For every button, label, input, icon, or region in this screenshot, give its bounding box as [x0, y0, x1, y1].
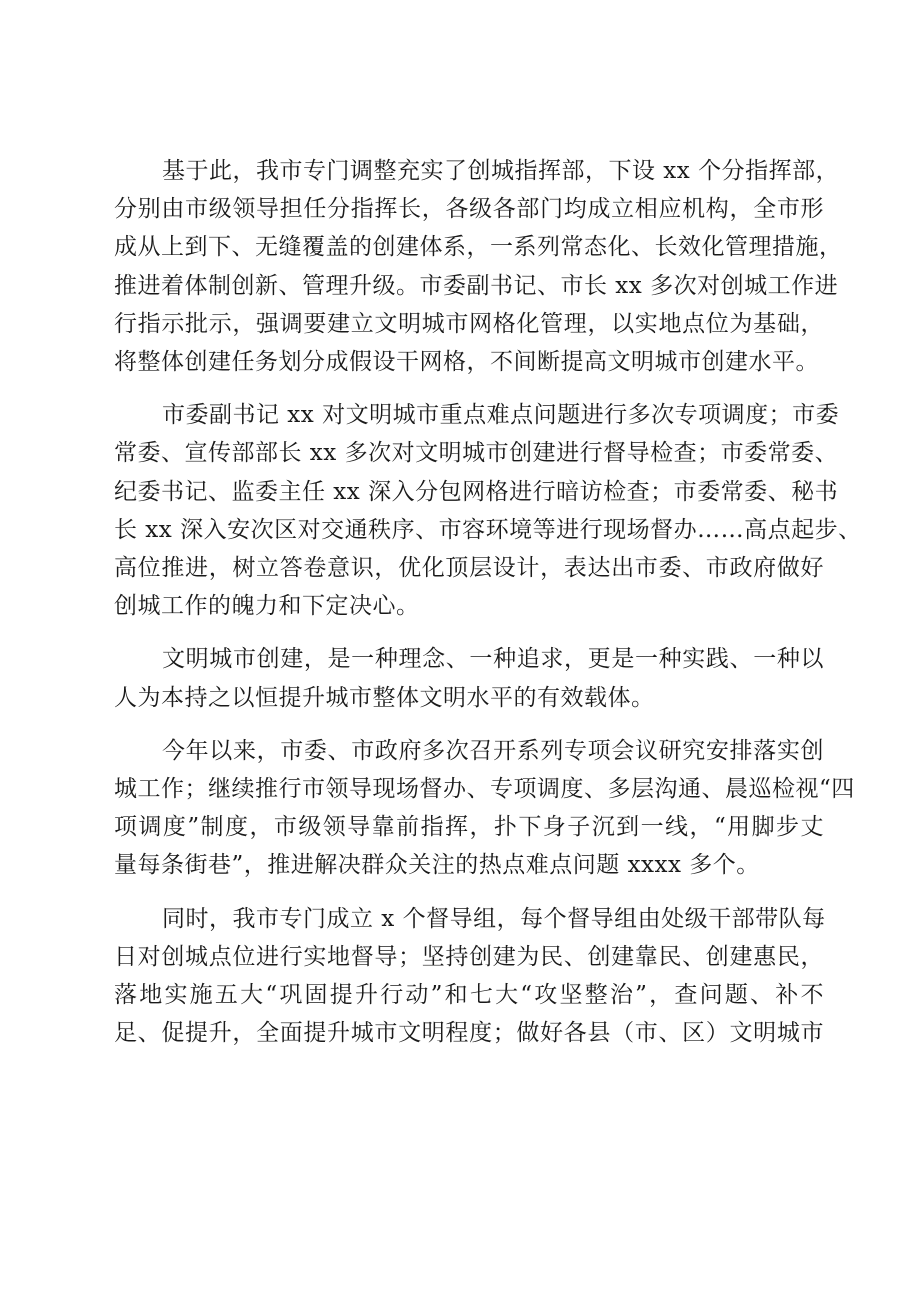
text-line: 今年以来，市委、市政府多次召开系列专项会议研究安排落实创: [162, 737, 824, 764]
text-line: 市委副书记 xx 对文明城市重点难点问题进行多次专项调度；市委: [162, 402, 840, 429]
text-line: 同时，我市专门成立 x 个督导组，每个督导组由处级干部带队每: [162, 905, 826, 932]
paragraph-2: [114, 396, 862, 625]
text-line: 项调度”制度，市级领导靠前指挥，扑下身子沉到一线，“用脚步丈: [114, 814, 824, 841]
document-body: [114, 152, 862, 1052]
text-line: 推进着体制创新、管理升级。市委副书记、市长 xx 多次对创城工作进: [114, 272, 839, 299]
text-line: 日对创城点位进行实地督导；坚持创建为民、创建靠民、创建惠民，: [114, 943, 824, 970]
text-line: 行指示批示，强调要建立文明城市网格化管理，以实地点位为基础，: [114, 310, 824, 337]
paragraph-5: [114, 900, 824, 1053]
text-line: 足、促提升，全面提升城市文明程度；做好各县（市、区）文明城市: [114, 1020, 824, 1047]
text-line: 量每条街巷”，推进解决群众关注的热点难点问题 xxxx 多个。: [114, 852, 760, 879]
text-line: 文明城市创建，是一种理念、一种追求，更是一种实践、一种以: [162, 646, 824, 673]
text-line: 创城工作的魄力和下定决心。: [114, 593, 420, 620]
text-line: 常委、宣传部部长 xx 多次对文明城市创建进行督导检查；市委常委、: [114, 440, 839, 467]
text-line: 将整体创建任务划分成假设干网格，不间断提高文明城市创建水平。: [114, 349, 819, 376]
paragraph-3: [114, 640, 824, 716]
text-line: 城工作；继续推行市领导现场督办、专项调度、多层沟通、晨巡检视“四: [114, 776, 855, 803]
text-line: 长 xx 深入安次区对交通秩序、市容环境等进行现场督办……高点起步、: [114, 516, 862, 543]
text-line: 分别由市级领导担任分指挥长，各级各部门均成立相应机构，全市形: [114, 196, 824, 223]
text-line: 人为本持之以恒提升城市整体文明水平的有效载体。: [114, 684, 655, 711]
text-line: 纪委书记、监委主任 xx 深入分包网格进行暗访检查；市委常委、秘书: [114, 478, 839, 505]
text-line: 落地实施五大“巩固提升行动”和七大“攻坚整治”，查问题、补不: [114, 982, 824, 1009]
text-line: 成从上到下、无缝覆盖的创建体系，一系列常态化、长效化管理措施，: [114, 234, 843, 261]
text-line: 基于此，我市专门调整充实了创城指挥部，下设 xx 个分指挥部，: [162, 158, 840, 184]
paragraph-1: [114, 152, 843, 381]
text-line: 高位推进，树立答卷意识，优化顶层设计，表达出市委、市政府做好: [114, 555, 824, 582]
paragraph-4: [114, 732, 855, 885]
